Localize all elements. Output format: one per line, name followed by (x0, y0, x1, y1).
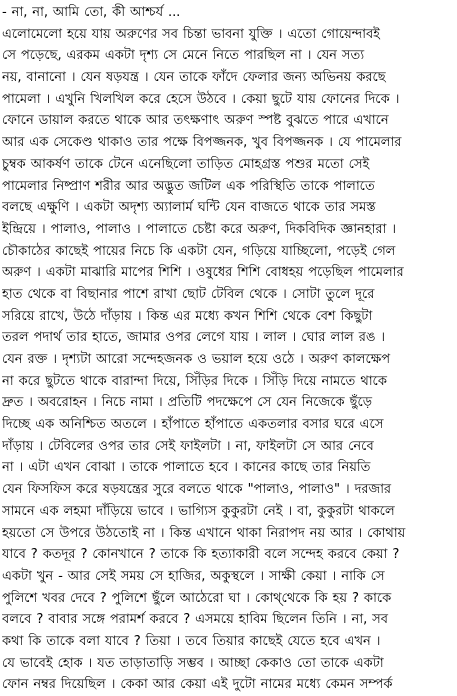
text-line-28: পুলিশে খবর দেবে ? পুলিশে ছুঁলে আঠেরো ঘা । কোথ্‌থেকে কি হয় ? কাকে (2, 590, 392, 606)
text-line-25: হয়তো সে উপরে উঠতোই না । কিন্ত এখানে থাকা নিরাপদ নয় আর । কোথায় (2, 525, 406, 541)
text-line-9: পামেলার নিষ্প্রাণ শরীর আর অদ্ভুত জটিল এক পরিস্থিতি তাকে পালাতে (2, 178, 375, 194)
text-line-22: না । এটা এখন বোঝা । তাকে পালাতে হবে । কানের কাছে তার নিয়তি (2, 460, 371, 476)
text-line-18: না করে ছুটতে থাকে বারান্দা দিয়ে, সিঁড়ির দিকে । সিঁড়ি দিয়ে নামতে থাকে (2, 373, 387, 389)
text-line-3: সে পড়েছে, এরকম একটা দৃশ্য সে মেনে নিতে পারছিল না । যেন সত্য (2, 48, 365, 64)
text-line-6: ফোনে ডায়াল করতে থাকে আর তৎক্ষণাৎ অরুণ স্পষ্ট বুঝতে পারে এখানে (2, 113, 389, 129)
text-line-26: যাবে ? কতদূর ? কোনখানে ? তাকে কি হত্যাকারী বলে সন্দেহ করবে কেয়া ? (2, 547, 400, 563)
text-line-16: তরল পদার্থ তার হাতে, জামার ওপর লেগে যায় । লাল । ঘোর লাল রঙ । (2, 330, 385, 346)
text-line-14: হাত থেকে বা বিছানার পাশে রাখা ছোট টেবিল থেকে । সোটা তুলে দূরে (2, 286, 375, 302)
text-line-32: ফোন নম্বর দিয়েছিল । কেকা আর কেয়া এই দুটো নামের মধ্যে কেমন সম্পর্ক (2, 677, 393, 693)
text-line-23: যেন ফিসফিস করে ষড়যন্ত্রের সুরে বলতে থাকে "পালাও, পালাও" । দরজার (2, 482, 392, 498)
text-line-2: এলোমেলো হয়ে যায় অরুণের সব চিন্তা ভাবনা যুক্তি । এতো গোয়েন্দাবই (2, 26, 380, 42)
text-line-20: দিচ্ছে এক অনিশ্চিত অতলে । হাঁপাতে হাঁপাতে একতলার বসার ঘরে এসে (2, 417, 384, 433)
text-line-17: যেন রক্ত । দৃশ্যটা আরো সন্দেহজনক ও ভয়াল হয়ে ওঠে । অরুণ কালক্ষেপ (2, 352, 391, 367)
text-line-11: ইন্দ্রিয়ে । পালাও, পালাও । পালাতে চেষ্টা করে অরুণ, দিকবিদিক জ্ঞানহারা । (2, 221, 396, 237)
text-line-13: অরুণ । একটা মাঝারি মাপের শিশি । ওষুধের শিশি বোধহয় পড়েছিল পামেলার (2, 265, 404, 281)
text-line-21: দাঁড়ায় । টেবিলের ওপর তার সেই ফাইলটা । না, ফাইলটা সে আর নেবে (2, 438, 374, 454)
text-line-7: আর এক সেকেণ্ড থাকাও তার পক্ষে বিপজ্জনক, খুব বিপজ্জনক । যে পামেলার (2, 135, 402, 151)
text-line-29: বলবে ? বাবার সঙ্গে পরামর্শ করবে ? এসময়ে হাবিম ছিলেন তিনি । না, সব (2, 612, 388, 628)
text-line-10: বলছে এক্ষুণি । একটা অদৃশ্য অ্যালার্ম ঘন্টি যেন বাজতে থাকে তার সমস্ত (2, 200, 376, 216)
text-line-27: একটা খুন - আর সেই সময় সে হাজির, অকুস্থলে । সাক্ষী কেয়া । নাকি সে (2, 568, 385, 584)
text-line-19: দ্রুত । অবরোহন । নিচে নামা । প্রতিটি পদক্ষেপে সে যেন নিজেকে ছুঁড়ে (2, 395, 373, 411)
text-line-1: - না, না, আমি তো, কী আশ্চর্য ... (2, 5, 181, 20)
text-line-8: চুম্বক আকর্ষণ তাকে টেনে এনেছিলো তাড়িত মোহগ্রস্ত পশুর মতো সেই (2, 156, 370, 172)
text-line-12: চৌকাঠের কাছেই পায়ের নিচে কি একটা যেন, গড়িয়ে যাচ্ছিলো, পড়েই গেল (2, 243, 396, 259)
text-line-5: পামেলা । এখুনি খিলখিল করে হেসে উঠবে । কেয়া ছুটে যায় ফোনের দিকে । (2, 91, 400, 107)
text-line-30: কথা কি তাকে বলা যাবে ? তিয়া । তবে তিয়ার কাছেই যেতে হবে এখন । (2, 633, 381, 649)
text-line-15: সরিয়ে রাখে, উঠে দাঁড়ায় । কিন্ত এর মধ্যে কখন শিশি থেকে বেশ কিছুটা (2, 308, 373, 324)
text-line-4: নয়, বানানো । যেন ষড়যন্ত্র । যেন তাকে ফাঁদে ফেলার জন্য অভিনয় করছে (2, 70, 386, 86)
text-line-24: সামনে এক লহমা দাঁড়িয়ে ভাবে । ভাগ্যিস কুকুরটা নেই । বা, কুকুরটা থাকলে (2, 503, 395, 519)
text-line-31: যে ভাবেই হোক । যত তাড়াতাড়ি সম্ভব । আচ্ছা কেকাও তো তাকে একটা (2, 655, 384, 671)
